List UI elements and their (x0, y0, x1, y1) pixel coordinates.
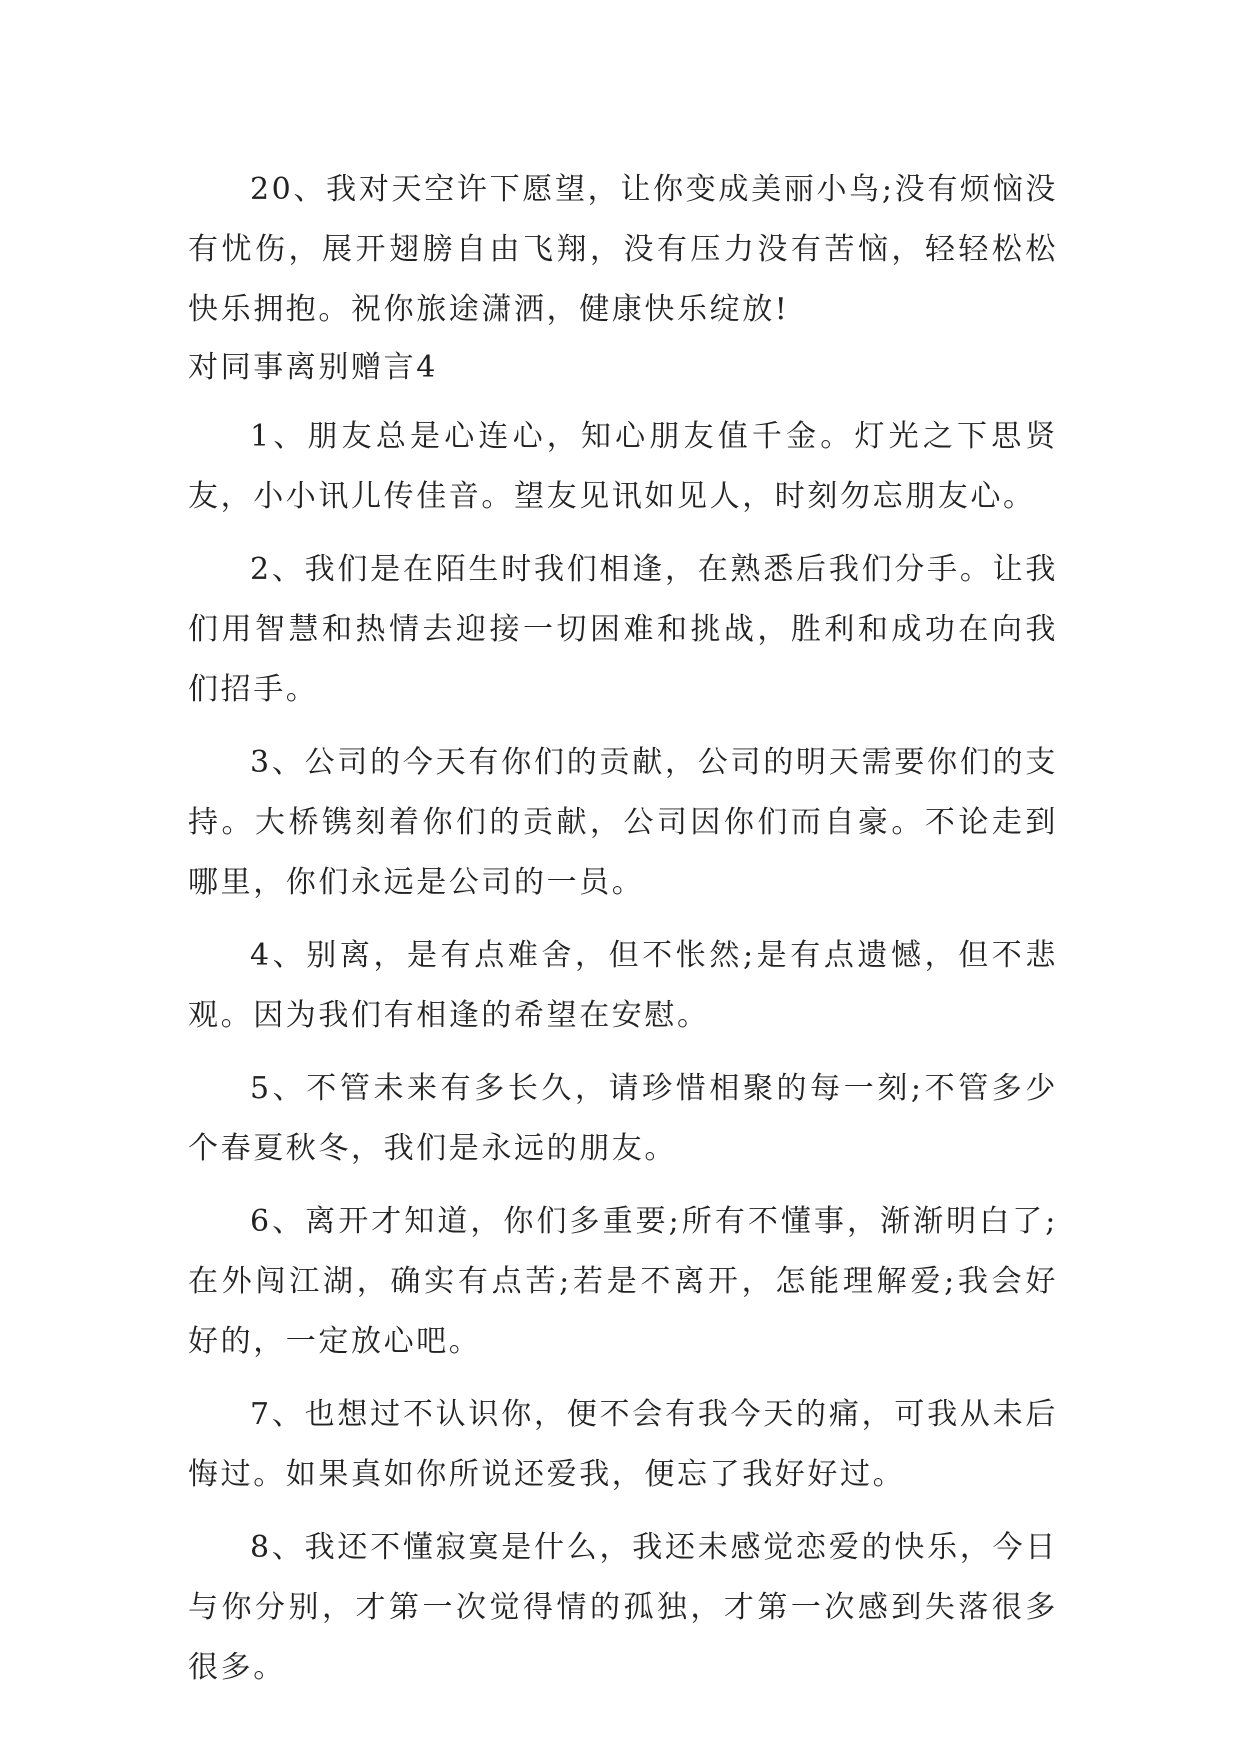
paragraph-6: 6、离开才知道，你们多重要;所有不懂事，渐渐明白了;在外闯江湖，确实有点苦;若是不离开，怎能理解爱;我会好好的，一定放心吧。 (188, 1204, 1058, 1359)
paragraph-3: 3、公司的今天有你们的贡献，公司的明天需要你们的支持。大桥镌刻着你们的贡献，公司因你们而自豪。不论走到哪里，你们永远是公司的一员。 (188, 745, 1058, 900)
paragraph-8: 8、我还不懂寂寞是什么，我还未感觉恋爱的快乐，今日与你分别，才第一次觉得情的孤独，才第一次感到失落很多很多。 (188, 1530, 1058, 1685)
section-heading: 对同事离别赠言4 (188, 350, 438, 385)
paragraph-7: 7、也想过不认识你，便不会有我今天的痛，可我从未后悔过。如果真如你所说还爱我，便忘了我好好过。 (188, 1397, 1058, 1492)
paragraph-4: 4、别离，是有点难舍，但不怅然;是有点遗憾，但不悲观。因为我们有相逢的希望在安慰。 (188, 938, 1058, 1033)
paragraph-5: 5、不管未来有多长久，请珍惜相聚的每一刻;不管多少个春夏秋冬，我们是永远的朋友。 (188, 1071, 1058, 1166)
paragraph-2: 2、我们是在陌生时我们相逢，在熟悉后我们分手。让我们用智慧和热情去迎接一切困难和挑战，胜利和成功在向我们招手。 (188, 552, 1058, 707)
intro-paragraph: 20、我对天空许下愿望，让你变成美丽小鸟;没有烦恼没有忧伤，展开翅膀自由飞翔，没有压力没有苦恼，轻轻松松快乐拥抱。祝你旅途潇洒，健康快乐绽放! (188, 172, 1058, 327)
document-page (188, 160, 1058, 1711)
paragraph-1: 1、朋友总是心连心，知心朋友值千金。灯光之下思贤友，小小讯儿传佳音。望友见讯如见人，时刻勿忘朋友心。 (188, 419, 1058, 514)
